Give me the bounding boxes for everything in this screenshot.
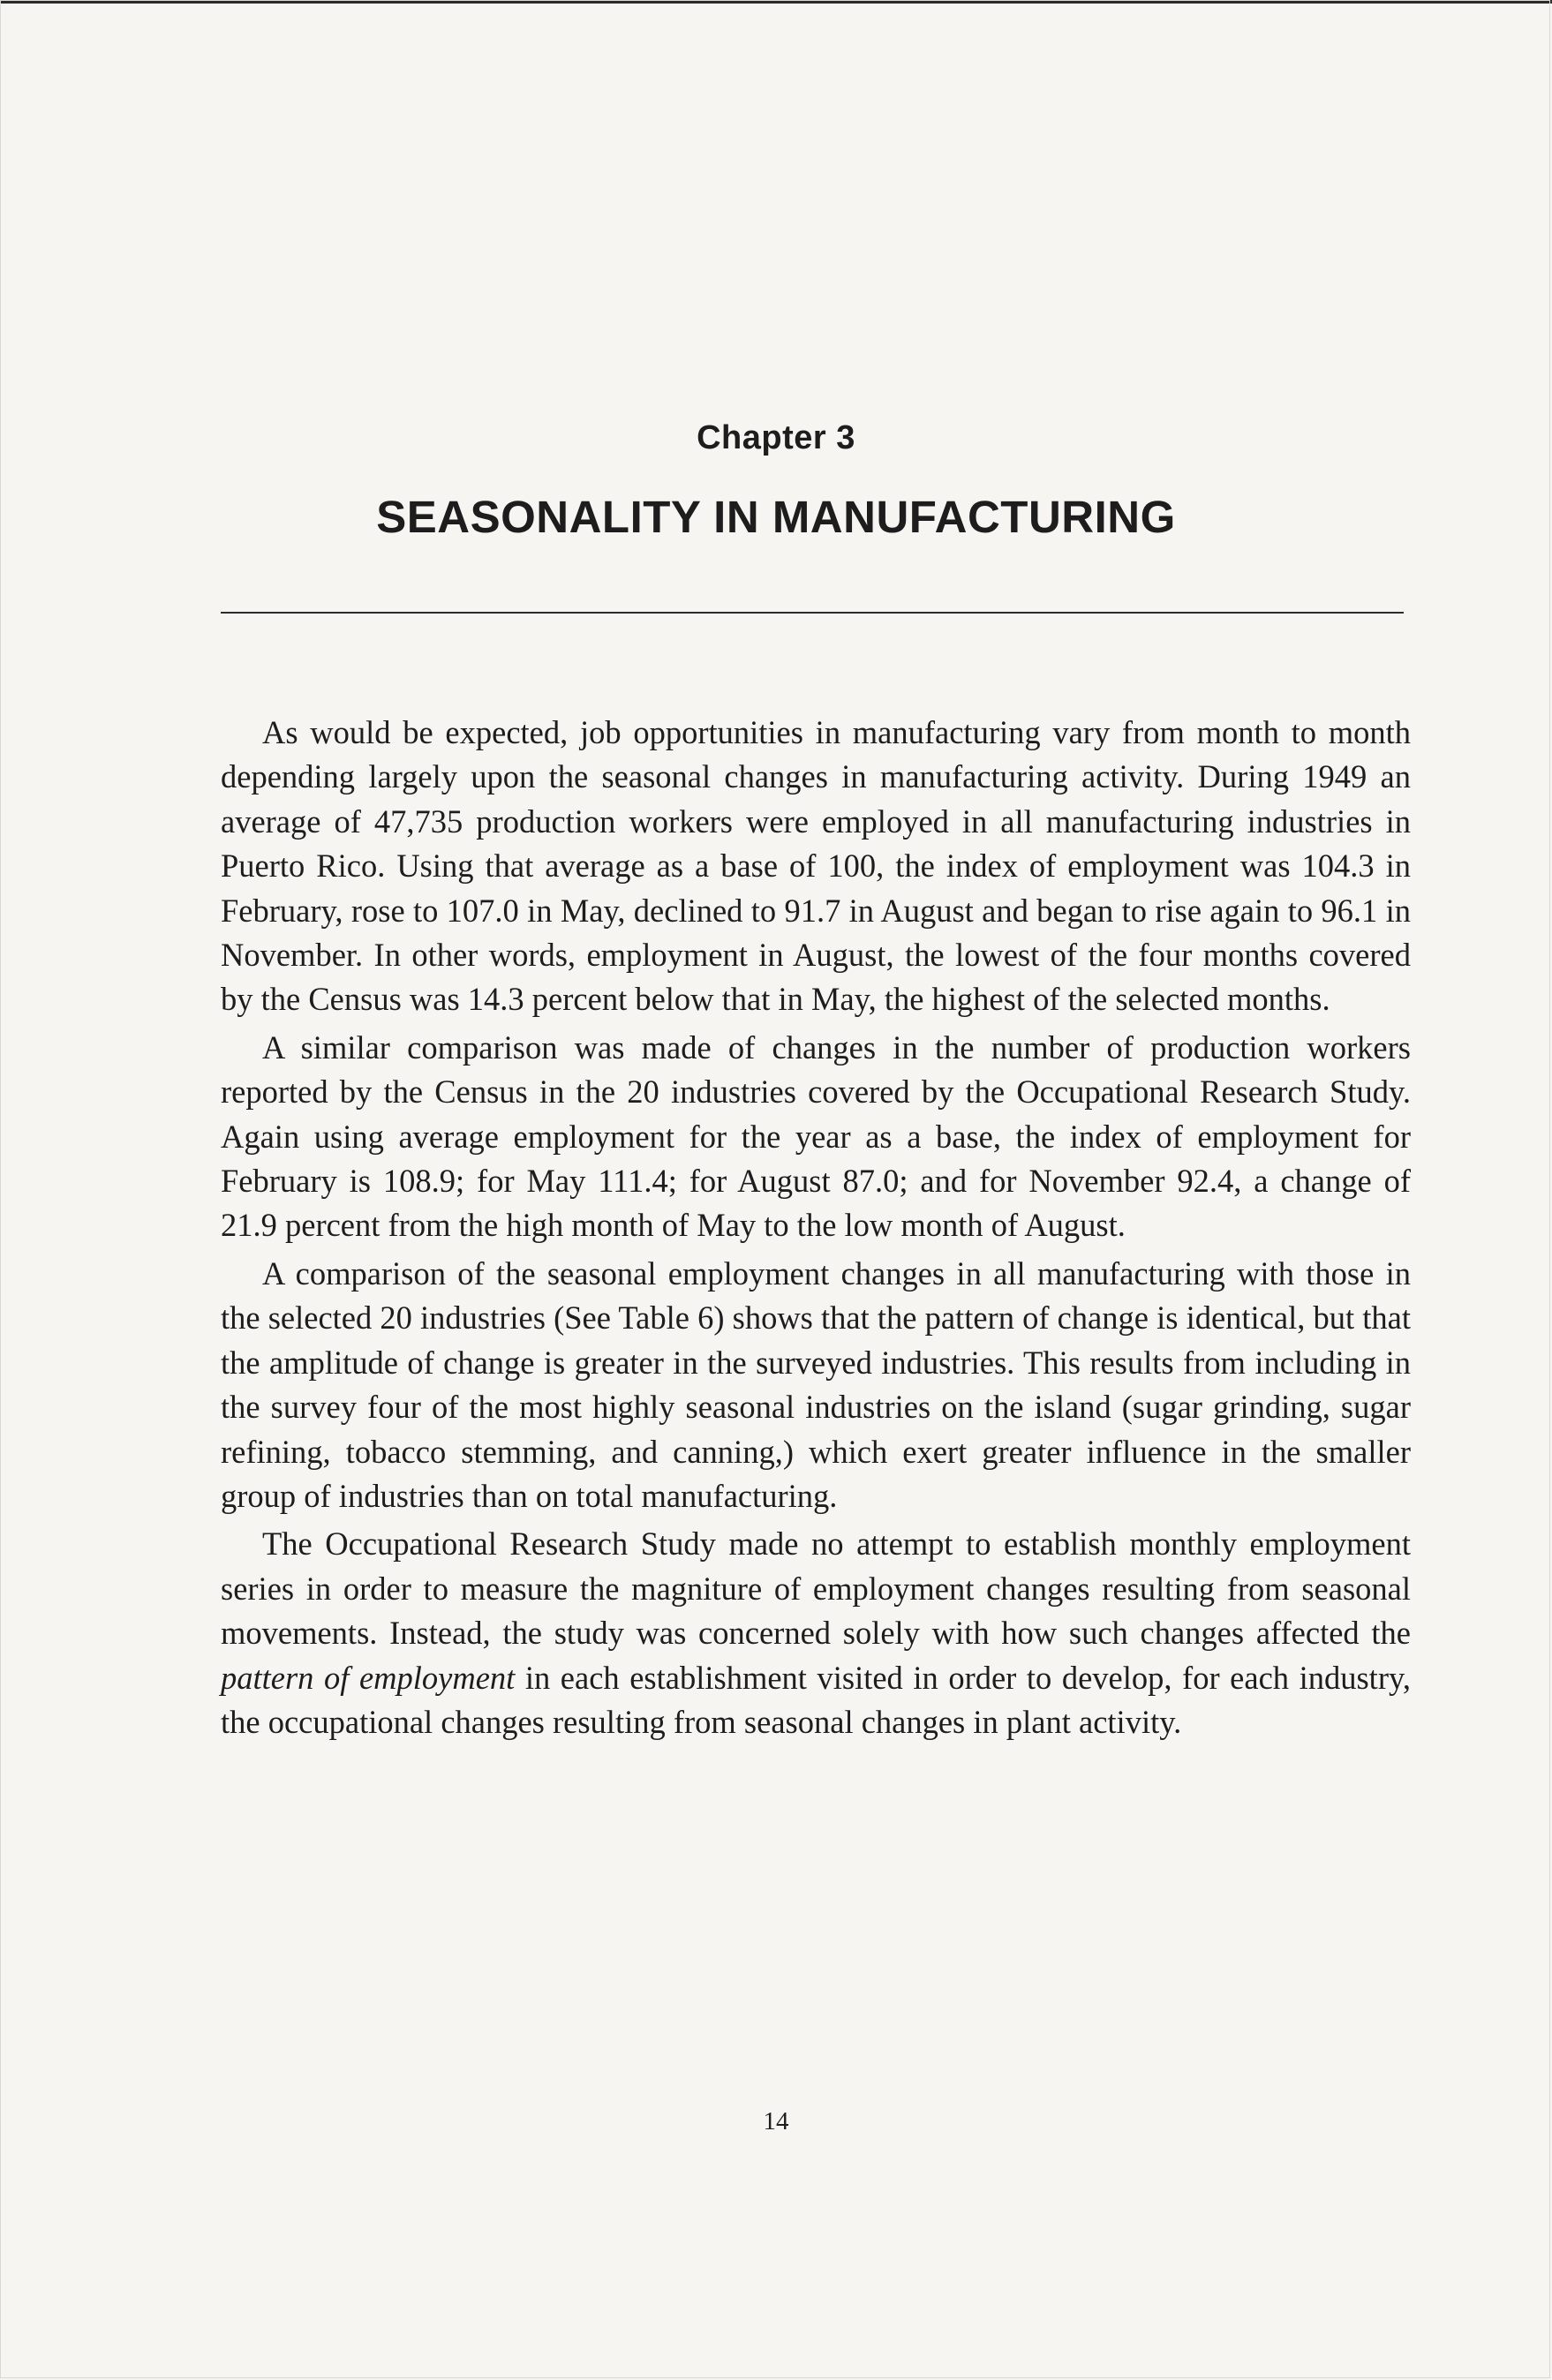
chapter-label: Chapter 3	[697, 419, 855, 456]
paragraph-2: A similar comparison was made of changes in the number of production workers reported by the Census in the 20 industries covered by the Occupational Research Study. Again using average employment for the year as a base, the index of employment for February is 108.9; for May 111.4; for August 87.0; and for November 92.4, a change of 21.9 percent from the high month of May to the low month of August.	[221, 1028, 1411, 1244]
paragraph-4	[221, 1522, 1411, 1744]
page-number: 14	[763, 2107, 789, 2135]
title-rule	[221, 612, 1404, 614]
paragraph-3: A comparison of the seasonal employment changes in all manufacturing with those in the selected 20 industries (See Table 6) shows that the pattern of change is identical, but that the amplitude of change is greater in the surveyed industries. This results from including in the survey four of the most highly seasonal industries on the island (sugar grinding, sugar refining, tobacco stemming, and canning,) which exert greater influence in the smaller group of industries than on total manufacturing.	[221, 1254, 1411, 1514]
chapter-title: SEASONALITY IN MANUFACTURING	[376, 492, 1176, 542]
paragraph-4-part-2: in each establishment visited in order to develop, for each industry, the occupational changes resulting from seasonal changes in plant activity.	[221, 1659, 1411, 1740]
paragraph-1: As would be expected, job opportunities in manufacturing vary from month to month depending largely upon the seasonal changes in manufacturing activity. During 1949 an average of 47,735 production workers were employed in all manufacturing industries in Puerto Rico. Using that average as a base of 100, the index of employment was 104.3 in February, rose to 107.0 in May, declined to 91.7 in August and began to rise again to 96.1 in November. In other words, employment in August, the lowest of the four months covered by the Census was 14.3 percent below that in May, the highest of the selected months.	[221, 714, 1411, 1018]
paragraph-4-part-1: The Occupational Research Study made no attempt to establish monthly employment series in order to measure the magniture of employment changes resulting from seasonal movements. Instead, the study was concerned solely with how such changes affected the	[221, 1525, 1411, 1652]
body-text	[221, 711, 1411, 1744]
paragraph-4-emphasis: pattern of employment	[221, 1659, 516, 1696]
